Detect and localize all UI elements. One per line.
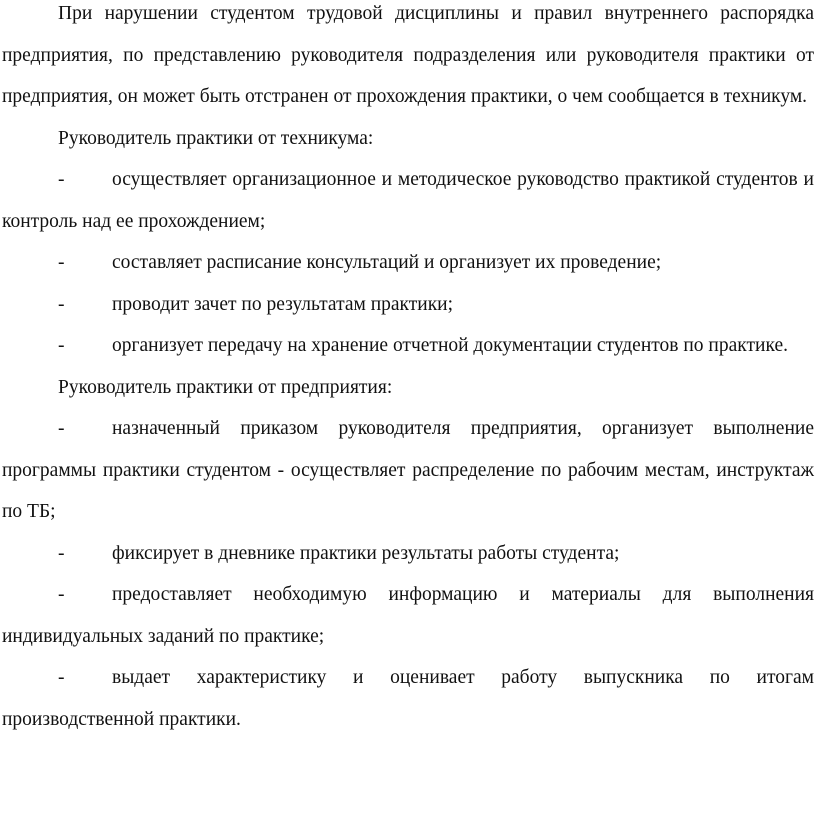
paragraph-suspension: При нарушении студентом трудовой дисциплины и правил внутреннего распорядка предприятия, по представлению руководителя подразделения или руководителя практики от предприятия, он может быть отстранен от прохождения практики, о чем сообщается в техникум.: [2, 3, 814, 107]
list-dash: -: [58, 542, 65, 564]
list-item: [2, 284, 814, 326]
list-item-text: осуществляет организационное и методическое руководство практикой студентов и контроль над ее прохождением;: [2, 169, 814, 232]
list-dash: -: [58, 418, 65, 439]
heading-enterprise-supervisor: Руководитель практики от предприятия:: [58, 376, 393, 398]
list-item: [2, 533, 814, 575]
list-item: [2, 159, 814, 242]
list-item-text: предоставляет необходимую информацию и материалы для выполнения индивидуальных заданий по практике;: [2, 584, 814, 647]
list-item-text: назначенный приказом руководителя предприятия, организует выполнение программы практики студентом - осуществляет распределение по рабочим местам, инструктаж по ТБ;: [2, 418, 814, 522]
list-item: [2, 325, 814, 367]
list-dash: -: [58, 169, 65, 190]
list-item-text: фиксирует в дневнике практики результаты работы студента;: [112, 542, 620, 564]
heading-college-supervisor: Руководитель практики от техникума:: [58, 127, 374, 149]
list-item: [2, 574, 814, 657]
list-item: [2, 408, 814, 533]
list-item-text: составляет расписание консультаций и организует их проведение;: [112, 252, 662, 273]
list-item-text: проводит зачет по результатам практики;: [112, 293, 454, 315]
list-item: [2, 657, 814, 740]
list-item-text: выдает характеристику и оценивает работу выпускника по итогам производственной практики.: [2, 667, 814, 730]
list-dash: -: [58, 293, 65, 315]
list-dash: -: [58, 667, 65, 688]
list-dash: -: [58, 252, 65, 273]
list-item: [2, 242, 814, 284]
list-dash: -: [58, 584, 65, 605]
list-dash: -: [58, 335, 65, 356]
list-item-text: организует передачу на хранение отчетной документации студентов по практике.: [112, 335, 788, 356]
